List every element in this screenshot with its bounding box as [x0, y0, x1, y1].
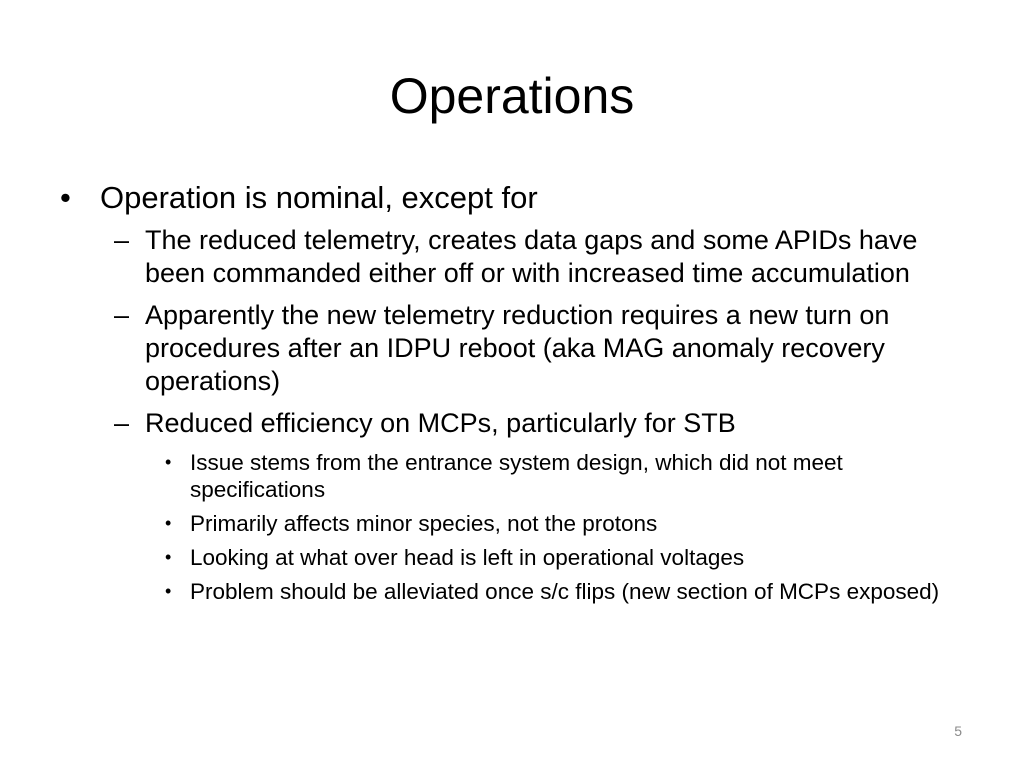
bullet-icon: • [165, 581, 172, 601]
bullet-icon: • [165, 547, 172, 567]
bullet-item-level3 [145, 578, 956, 605]
bullet-item-level2 [100, 299, 956, 398]
bullet-text: Apparently the new telemetry reduction requires a new turn on procedures after an IDPU reboot (aka MAG anomaly recovery operations) [145, 300, 890, 396]
bullet-icon: • [60, 180, 71, 215]
bullet-item-level3 [145, 449, 956, 503]
bullet-item-level3 [145, 544, 956, 571]
bullet-item-level2 [100, 407, 956, 440]
bullet-text: Reduced efficiency on MCPs, particularly for STB [145, 408, 736, 438]
dash-icon: – [114, 225, 130, 255]
bullet-text: The reduced telemetry, creates data gaps and some APIDs have been commanded either off or with increased time accumulation [145, 225, 918, 288]
bullet-icon: • [165, 452, 172, 472]
bullet-text: Operation is nominal, except for [100, 180, 538, 215]
bullet-text: Problem should be alleviated once s/c flips (new section of MCPs exposed) [190, 579, 940, 604]
bullet-item-level3 [145, 510, 956, 537]
bullet-item-level2 [100, 224, 956, 290]
page-number: 5 [954, 723, 962, 739]
bullet-text: Primarily affects minor species, not the protons [190, 511, 658, 536]
dash-icon: – [114, 300, 130, 330]
bullet-text: Looking at what over head is left in operational voltages [190, 545, 745, 570]
slide-title: Operations [389, 68, 635, 124]
dash-icon: – [114, 408, 130, 438]
bullet-icon: • [165, 513, 172, 533]
slide-body [56, 178, 956, 612]
bullet-text: Issue stems from the entrance system design, which did not meet specifications [190, 450, 843, 502]
bullet-item-level1 [56, 178, 956, 218]
